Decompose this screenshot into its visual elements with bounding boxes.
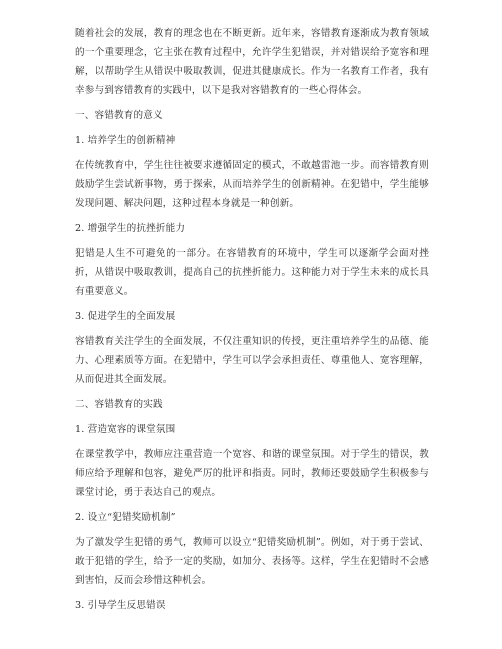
paragraph-all-round: 容错教育关注学生的全面发展，不仅注重知识的传授，更注重培养学生的品德、能力、心理素质等方面。在犯错中，学生可以学会承担责任、尊重他人、宽容理解，从而促进其全面发展。 <box>75 336 429 385</box>
intro-paragraph: 随着社会的发展，教育的理念也在不断更新。近年来，容错教育逐渐成为教育领域的一个重要理念，它主张在教育过程中，允许学生犯错误，并对错误给予宽容和理解，以帮助学生从错误中吸取教训，促进其健康成长。作为一名教育工作者，我有幸参与到容错教育的实践中，以下是我对容错教育的一些心得体会。 <box>75 28 429 96</box>
paragraph-innovation: 在传统教育中，学生往往被要求遵循固定的模式，不敢越雷池一步。而容错教育则鼓励学生尝试新事物，勇于探索，从而培养学生的创新精神。在犯错中，学生能够发现问题、解决问题，这种过程本身就是一种创新。 <box>75 160 429 209</box>
section-heading-significance: 一、容错教育的意义 <box>75 110 163 121</box>
paragraph-resilience: 犯错是人生不可避免的一部分。在容错教育的环境中，学生可以逐渐学会面对挫折，从错误中吸取教训，提高自己的抗挫折能力。这种能力对于学生未来的成长具有重要意义。 <box>75 248 429 297</box>
paragraph-classroom: 在课堂教学中，教师应注重营造一个宽容、和谐的课堂氛围。对于学生的错误，教师应给予理解和包容，避免严厉的批评和指责。同时，教师还要鼓励学生积极参与课堂讨论，勇于表达自己的观点。 <box>75 449 429 498</box>
subheading-classroom: 1. 营造宽容的课堂氛围 <box>75 424 176 435</box>
paragraph-reward: 为了激发学生犯错的勇气，教师可以设立“犯错奖励机制”。例如，对于勇于尝试、敢于犯错的学生，给予一定的奖励，如加分、表扬等。这样，学生在犯错时不会感到害怕，反而会珍惜这种机会。 <box>75 537 429 586</box>
document-page <box>75 24 429 621</box>
subheading-all-round: 3. 促进学生的全面发展 <box>75 311 176 322</box>
section-heading-practice: 二、容错教育的实践 <box>75 399 163 410</box>
subheading-reflection: 3. 引导学生反思错误 <box>75 600 166 611</box>
subheading-innovation: 1. 培养学生的创新精神 <box>75 135 176 146</box>
subheading-resilience: 2. 增强学生的抗挫折能力 <box>75 223 186 234</box>
subheading-reward: 2. 设立“犯错奖励机制” <box>75 512 176 523</box>
